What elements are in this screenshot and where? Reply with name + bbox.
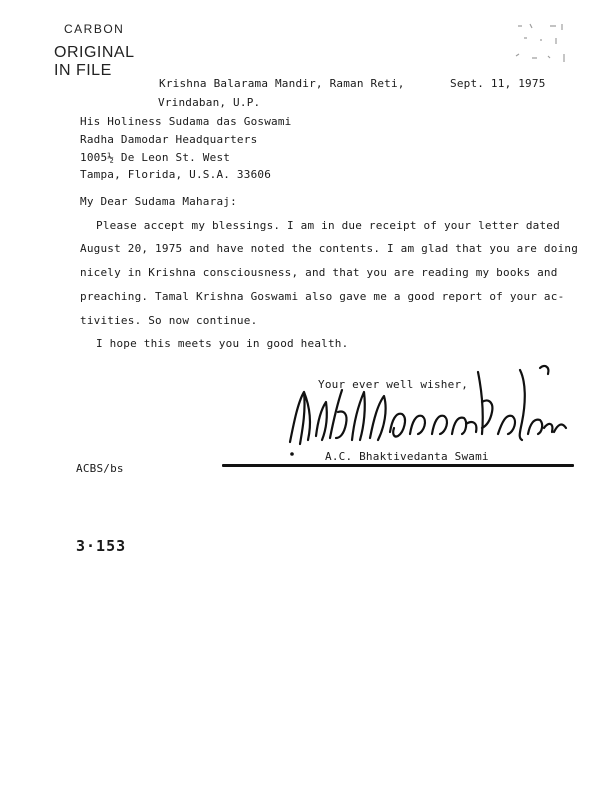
faint-stamp-marks [510,20,580,70]
body-line: tivities. So now continue. [80,314,258,327]
recipient-line1: His Holiness Sudama das Goswami [80,115,292,128]
salutation: My Dear Sudama Maharaj: [80,195,237,208]
signatory-name: A.C. Bhaktivedanta Swami [325,450,489,463]
body-line: I hope this meets you in good health. [96,337,349,350]
carbon-stamp: CARBON [64,22,125,36]
recipient-line3: 1005½ De Leon St. West [80,151,231,164]
body-line: nicely in Krishna consciousness, and that you are reading my books and [80,266,558,279]
body-line: Please accept my blessings. I am in due receipt of your letter dated [96,219,560,232]
sender-address-line1: Krishna Balarama Mandir, Raman Reti, [159,77,405,90]
body-line: August 20, 1975 and have noted the contents. I am glad that you are doing [80,242,579,255]
recipient-line2: Radha Damodar Headquarters [80,133,258,146]
body-line: preaching. Tamal Krishna Goswami also gave me a good report of your ac- [80,290,565,303]
in-file-stamp: IN FILE [54,62,112,79]
recipient-line4: Tampa, Florida, U.S.A. 33606 [80,168,272,181]
handwritten-signature [282,362,582,462]
reference-initials: ACBS/bs [76,462,124,475]
sender-address-line2: Vrindaban, U.P. [158,96,261,109]
closing-phrase: Your ever well wisher, [318,378,469,391]
letter-date: Sept. 11, 1975 [450,77,546,90]
original-stamp: ORIGINAL [54,44,135,61]
filing-mark: 3·153 [76,537,127,555]
signature-underline [222,464,574,467]
